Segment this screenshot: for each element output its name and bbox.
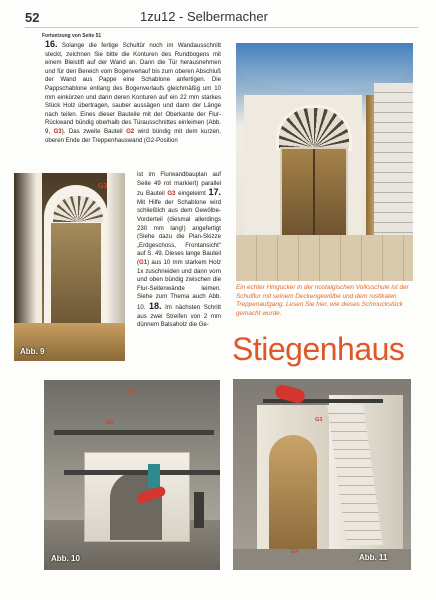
figure-tag: G1 <box>128 389 136 395</box>
figure-label: Abb. 9 <box>20 347 45 356</box>
body-text: eingeleimt <box>175 190 209 198</box>
part-ref: G1 <box>139 258 148 266</box>
part-ref: G3 <box>53 127 62 135</box>
photo-hallway <box>236 43 413 281</box>
photo-abb-10 <box>44 380 220 570</box>
step-number: 17. <box>208 187 221 198</box>
body-text: Mit Hilfe der Schablone wird schließlich aus dem Gewölbe-Vorderteil (diesmal allerdings 230 mm lang!) angefertigt (Siehe dazu die Plan-Skizze „Erdgeschoss, Frontansicht" auf S. 49. Dieses lange Bauteil ( <box>137 198 221 266</box>
page-header: 1zu12 - Selbermacher <box>140 9 268 24</box>
photo-caption: Ein echter Hingucker in der nostalgischen Volksschule ist der Schulflur mit seinem Deckengewölbe und dem rustikalen Treppenaufgang. Lesen Sie hier, wie dieses Schmuckstück gemacht wurde. <box>236 284 409 317</box>
article-title: Stiegenhaus <box>232 331 405 367</box>
part-ref: G3 <box>167 190 176 198</box>
header-rule <box>25 27 418 28</box>
body-text: ist im Flurwandbauplan auf Seite 49 rot markiert) parallel zu Bauteil <box>137 171 221 198</box>
step-number: 18. <box>149 300 162 311</box>
figure-tag: G3 <box>315 417 323 423</box>
step-number: 16. <box>45 39 58 49</box>
body-text: ) aus 10 mm starkem Holz 1x zuschneiden und dann vorn und oben bündig zwischen die Flur-Seitenwände leimen. Siehe zum Thema auch Abb. 10. <box>137 258 221 311</box>
body-text: wird bündig mit dem kurzen, oberen Ende der Treppenhauswand (G2-Position <box>45 127 221 144</box>
body-text: Solange die fertige Schultür noch im Wandausschnitt steckt, zeichnen Sie bitte die Konturen des Rundbogens mit einem Bleistift auf der Wand an. Dann die Tür herausnehmen und für den Bereich vom Bogenverlauf bis zum oberen Abschluß der Wand aus Pappe eine Schablone anfertigen. Die Pappschablone entlang des Bogenverlaufs gleichmäßig um 10 mm einkürzen und dann deren Konturen auf ein 22 mm starkes Stück Holz übertragen, sauber aussägen und dann der Länge nach teilen. Eines dieser Bauteile mit der Oberkante der Flur-Rückwand bündig oberhalb des Türausschnittes einleimen (Abb. 9, <box>45 42 221 135</box>
continued-note: Fortsetzung von Seite 51 <box>42 33 102 39</box>
page-number: 52 <box>25 10 40 25</box>
figure-tag: G2 <box>106 420 114 426</box>
body-text-column-1 <box>45 40 221 145</box>
photo-abb-9 <box>14 173 125 361</box>
body-text: Im nächsten Schritt aus zwei Streifen von 2 mm dünnem Balsaholz die Ge- <box>137 303 221 329</box>
body-text-column-2 <box>137 171 221 330</box>
part-ref: G2 <box>126 127 135 135</box>
figure-label: Abb. 10 <box>51 554 80 563</box>
figure-label: Abb. 11 <box>359 553 388 562</box>
figure-tag: G3 <box>98 183 108 190</box>
figure-tag: G4 <box>291 549 299 555</box>
photo-abb-11 <box>233 379 411 570</box>
body-text: ). Das zweite Bauteil <box>61 127 127 135</box>
